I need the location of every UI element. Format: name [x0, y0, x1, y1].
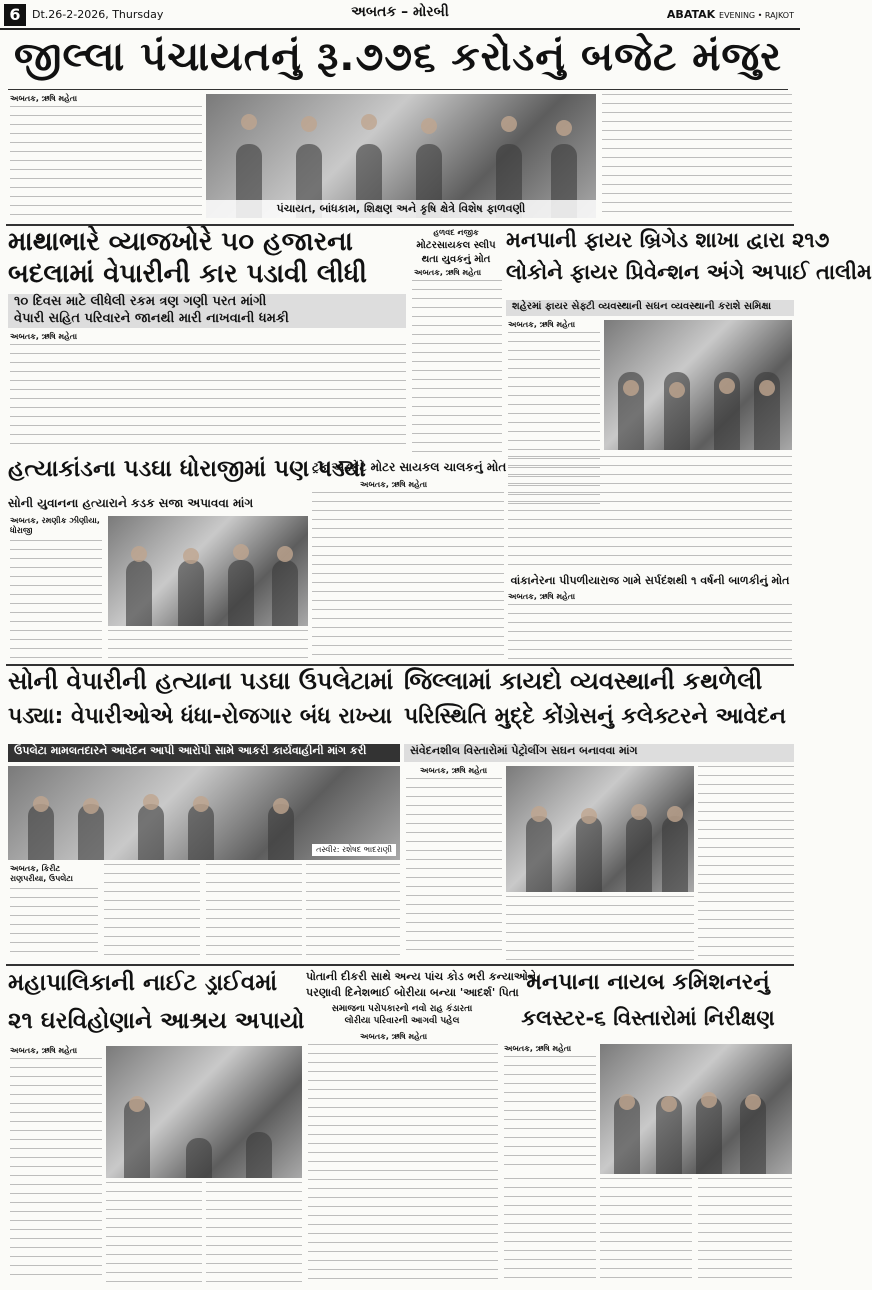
lead-text-left	[10, 106, 202, 216]
fire-headline-2: લોકોને ફાયર પ્રિવેન્શન અંગે અપાઈ તાલીમ	[506, 260, 872, 284]
dateline: Dt.26-2-2026, Thursday	[32, 8, 164, 21]
halvad-kicker: હળવદ નજીક	[433, 228, 479, 237]
commissioner-byline: અબતક, ઋષિ મહેતા	[504, 1044, 572, 1053]
commissioner-text-4	[698, 1178, 792, 1282]
halvad-headline-2: થતા યુવકનું મોત	[421, 254, 491, 265]
night-drive-headline-1: મહાપાલિકાની નાઈટ ડ્રાઈવમાં	[8, 970, 278, 996]
upleta-headline-1: સોની વેપારીની હત્યાના પડઘા ઉપલેટામાં	[8, 667, 394, 695]
commissioner-text-3	[600, 1178, 692, 1282]
night-drive-byline: અબતક, ઋષિ મહેતા	[10, 1046, 78, 1055]
right-brand-name: ABATAK	[666, 8, 716, 21]
wedding-headline-1: પોતાની દીકરી સાથે અન્ય પાંચ કોડ ભરી કન્યાઓને	[306, 970, 537, 983]
moneylender-headline-1: માથાભારે વ્યાજખોરે ૫૦ હજારના	[8, 227, 353, 257]
pipliraj-text	[508, 604, 792, 660]
wedding-subhead-1: સમાજના પરોપકારનો નવો રાહ કંડારતા	[331, 1004, 473, 1014]
halvad-byline: અબતક, ઋષિ મહેતા	[414, 268, 482, 277]
dhoraji-headline: હત્યાકાંડના પડઘા ધોરાજીમાં પણ પડ્યા	[8, 456, 366, 482]
upleta-text-3	[206, 864, 302, 960]
upleta-headline-2: પડ્યા: વેપારીઓએ ધંધા-રોજગાર બંધ રાખ્યા	[8, 704, 392, 729]
night-drive-text-2	[106, 1182, 202, 1282]
lead-photo-caption: પંચાયત, બાંધકામ, શિક્ષણ અને કૃષિ ક્ષેત્રે વિશેષ ફાળવણી	[206, 200, 596, 218]
moneylender-text	[10, 344, 406, 452]
pipliraj-headline: વાંકાનેરના પીપળીયારાજ ગામે સર્પદંશથી ૧ વર્ષની બાળકીનું મોત	[510, 574, 790, 587]
right-brand	[667, 8, 794, 21]
truck-byline: અબતક, ઋષિ મહેતા	[360, 480, 428, 489]
congress-subhead: સંવેદનશીલ વિસ્તારોમાં પેટ્રોલીંગ સઘન બનાવવા માંગ	[404, 744, 794, 762]
lead-text-right	[602, 94, 792, 218]
night-drive-text-3	[206, 1182, 302, 1282]
night-drive-photo	[106, 1046, 302, 1178]
page-number: 6	[4, 4, 26, 26]
congress-headline-2: પરિસ્થિતિ મુદ્દે કોંગ્રેસનું કલેક્ટરને આવેદન	[404, 704, 786, 729]
truck-headline: ટ્રક અડફેટે મોટર સાયકલ ચાલકનું મોત	[312, 460, 507, 474]
halvad-text	[412, 280, 502, 452]
fire-headline-1: મનપાની ફાયર બ્રિગેડ શાખા દ્વારા ૨૧૭	[506, 228, 830, 252]
pipliraj-byline: અબતક, ઋષિ મહેતા	[508, 592, 576, 601]
masthead	[0, 0, 800, 30]
wedding-headline-2: પરણાવી દિનેશભાઈ બોરીયા બન્યા 'આદર્શ' પિતા	[306, 986, 519, 999]
fire-text-bottom	[508, 456, 792, 568]
congress-text-1	[406, 778, 502, 958]
section-divider-2	[6, 664, 794, 666]
section-divider-3	[6, 964, 794, 966]
lead-byline: અબતક, ઋષિ મહેતા	[10, 94, 78, 103]
right-brand-edition: EVENING • RAJKOT	[719, 11, 794, 20]
dhoraji-text	[10, 540, 102, 658]
night-drive-text-1	[10, 1058, 102, 1282]
upleta-photo-credit: તસ્વીર: રશેષદ ભાદરાણી	[312, 844, 396, 856]
lead-photo	[206, 94, 596, 218]
moneylender-headline-2: બદલામાં વેપારીની કાર પડાવી લીધી	[8, 259, 367, 289]
moneylender-byline: અબતક, ઋષિ મહેતા	[10, 332, 78, 341]
moneylender-subhead-2: વેપારી સહિત પરિવારને જાનથી મારી નાખવાની ધમકી	[8, 311, 406, 328]
upleta-subhead: ઉપલેટા મામલતદારને આવેદન આપી આરોપી સામે આકરી કાર્યવાહીની માંગ કરી	[8, 744, 400, 762]
wedding-text	[308, 1044, 498, 1282]
commissioner-headline-1: મનપાના નાયબ કમિશનરનું	[526, 970, 770, 995]
moneylender-subhead-1: ૧૦ દિવસ માટે લીધેલી રકમ ત્રણ ગણી પરત માંગી	[8, 294, 406, 311]
congress-headline-1: જિલ્લામાં કાયદો વ્યવસ્થાની કથળેલી	[404, 667, 763, 695]
upleta-byline: અબતક, કિરીટ રાણપરીયા, ઉપલેટા	[10, 864, 73, 883]
section-divider	[6, 224, 794, 226]
upleta-text-1	[10, 888, 98, 960]
wedding-subhead-2: લોરીયા પરિવારની આગવી પહેલ	[344, 1016, 460, 1026]
upleta-text-4	[306, 864, 400, 960]
lead-headline: જીલ્લા પંચાયતનું રૂ.૭૭૬ કરોડનું બજેટ મંજુર	[8, 34, 788, 90]
wedding-byline: અબતક, ઋષિ મહેતા	[360, 1032, 428, 1041]
congress-text-3	[698, 766, 794, 960]
center-brand: અબતક – મોરબી	[351, 4, 449, 20]
halvad-headline-1: મોટરસાયકલ સ્લીપ	[416, 240, 496, 251]
congress-byline: અબતક, ઋષિ મહેતા	[420, 766, 488, 775]
dhoraji-subhead: સોની યુવાનના હત્યારાને કડક સજા અપાવવા માંગ	[8, 496, 254, 510]
dhoraji-photo	[108, 516, 308, 626]
commissioner-text-1	[504, 1056, 596, 1168]
commissioner-headline-2: કલસ્ટર-૬ વિસ્તારોમાં નિરીક્ષણ	[521, 1006, 775, 1030]
upleta-text-2	[104, 864, 200, 960]
upleta-photo	[8, 766, 400, 860]
commissioner-photo	[600, 1044, 792, 1174]
fire-photo	[604, 320, 792, 450]
dhoraji-byline: અબતક, રમણીક ઝીણીયા, ધોરાજી	[10, 516, 100, 535]
commissioner-text-2	[504, 1178, 596, 1282]
truck-text	[312, 492, 504, 660]
fire-subhead: શહેરમાં ફાયર સેફ્ટી વ્યવસ્થાની સઘન વ્યવસ્થાની કરાશે સમિક્ષા	[506, 300, 794, 316]
fire-byline: અબતક, ઋષિ મહેતા	[508, 320, 576, 329]
congress-photo	[506, 766, 694, 892]
congress-text-2	[506, 896, 694, 960]
dhoraji-text-bottom	[108, 630, 308, 660]
night-drive-headline-2: ૨૧ ઘરવિહોણાને આશ્રય અપાયો	[8, 1008, 305, 1034]
